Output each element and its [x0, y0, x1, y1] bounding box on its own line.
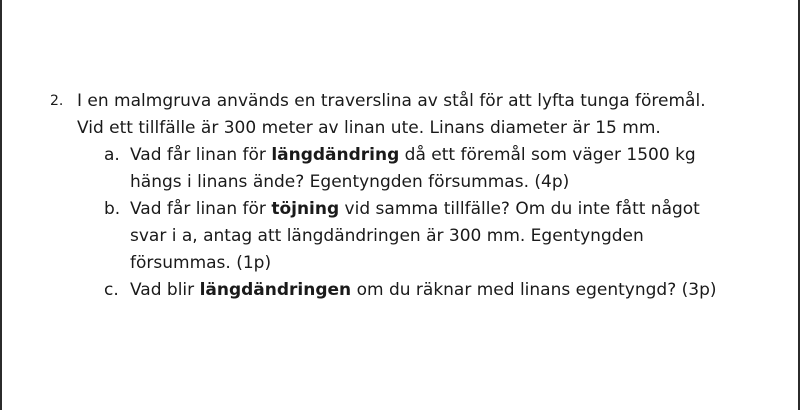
sub-question-line: hängs i linans ände? Egentyngden försummas. (4p)	[130, 172, 570, 192]
sub-question-b	[104, 196, 780, 277]
question-line-2: Vid ett tillfälle är 300 meter av linan ute. Linans diameter är 15 mm.	[77, 118, 661, 138]
sub-question-a	[104, 142, 780, 196]
sub-question-label: c.	[104, 280, 119, 300]
sub-question-line	[130, 196, 780, 223]
sub-question-line: svar i a, antag att längdändringen är 300 mm. Egentyngden	[130, 226, 644, 246]
text-run: Vad får linan för	[130, 145, 272, 165]
sub-question-line	[130, 277, 780, 304]
sub-question-label: b.	[104, 199, 121, 219]
text-run: Vad blir	[130, 280, 200, 300]
sub-question-c	[104, 277, 780, 304]
text-run: då ett föremål som väger 1500 kg	[399, 145, 696, 165]
question-2	[50, 88, 780, 304]
sub-questions	[104, 142, 780, 304]
question-text	[77, 88, 780, 142]
left-border	[0, 0, 2, 410]
text-run: vid samma tillfälle? Om du inte fått något	[339, 199, 700, 219]
text-run: om du räknar med linans egentyngd? (3p)	[351, 280, 717, 300]
bold-term: töjning	[271, 199, 340, 219]
sub-question-label: a.	[104, 145, 120, 165]
sub-question-line	[130, 142, 780, 169]
bold-term: längdändring	[271, 145, 400, 165]
text-run: Vad får linan för	[130, 199, 272, 219]
sub-question-line: försummas. (1p)	[130, 253, 272, 273]
question-line-1: I en malmgruva används en traverslina av stål för att lyfta tunga föremål.	[77, 91, 706, 111]
question-number: 2.	[50, 93, 64, 109]
bold-term: längdändringen	[199, 280, 352, 300]
